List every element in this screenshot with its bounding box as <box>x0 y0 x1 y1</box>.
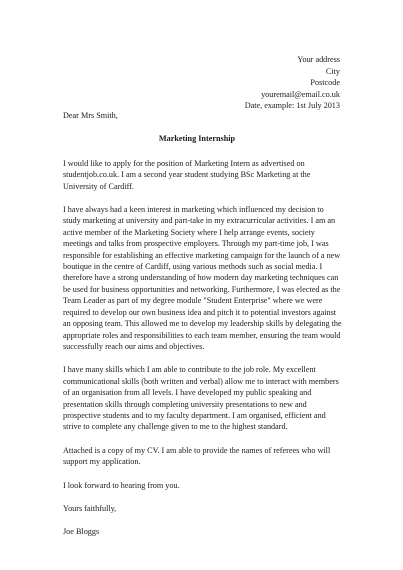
paragraph-intro: I would like to apply for the position of Marketing Intern as advertised on studentjob.co.uk. I am a second year student studying BSc Marketing at the University of Cardiff. <box>63 158 311 191</box>
closing: Yours faithfully, <box>63 503 117 513</box>
letter-body <box>63 110 343 538</box>
sender-address-block <box>245 54 340 112</box>
signature-name: Joe Bloggs <box>63 527 100 537</box>
salutation: Dear Mrs Smith, <box>63 111 118 120</box>
letter-date: Date, example: 1st July 2013 <box>244 101 340 110</box>
paragraph-attachment: Attached is a copy of my CV. I am able to provide the names of referees who will support my application. <box>63 445 331 467</box>
sender-email: youremail@email.co.uk <box>261 89 340 99</box>
paragraph-skills: I have many skills which I am able to contribute to the job role. My excellent communicational skills (both written and verbal) allow me to interact with members of an organisation from all levels. I have developed my public speaking and presentation skills through completing university presentations to new and prospective students and to my faculty department. I am organised, efficient and strive to complete any challenge given to me to the highest standard. <box>63 365 339 432</box>
sender-address-line: Your address <box>297 55 340 64</box>
letter-subject: Marketing Internship <box>158 134 236 144</box>
paragraph-closing-line: I look forward to hearing from you. <box>63 480 180 490</box>
sender-postcode: Postcode <box>310 78 340 87</box>
paragraph-experience: I have always had a keen interest in marketing which influenced my decision to study marketing at university and part-take in my extracurricular activities. I am an active member of the Marketing Society where I help arrange events, society meetings and talks from prospective employers. Through my part-time job, I was responsible for establishing an effective marketing campaign for the launch of a new boutique in the centre of Cardiff, using various methods such as social media. I therefore have a strong understanding of how modern day marketing techniques can be used for business opportunities and networking. Furthermore, I was elected as the Team Leader as part of my degree module "Student Enterprise" where we were required to develop our own business idea and pitch it to potential investors against an opposing team. This allowed me to develop my leadership skills by delegating the appropriate roles and responsibilities to each team member, ensuring the team would successfully reach our aims and objectives. <box>63 205 342 351</box>
sender-city: City <box>325 66 340 76</box>
